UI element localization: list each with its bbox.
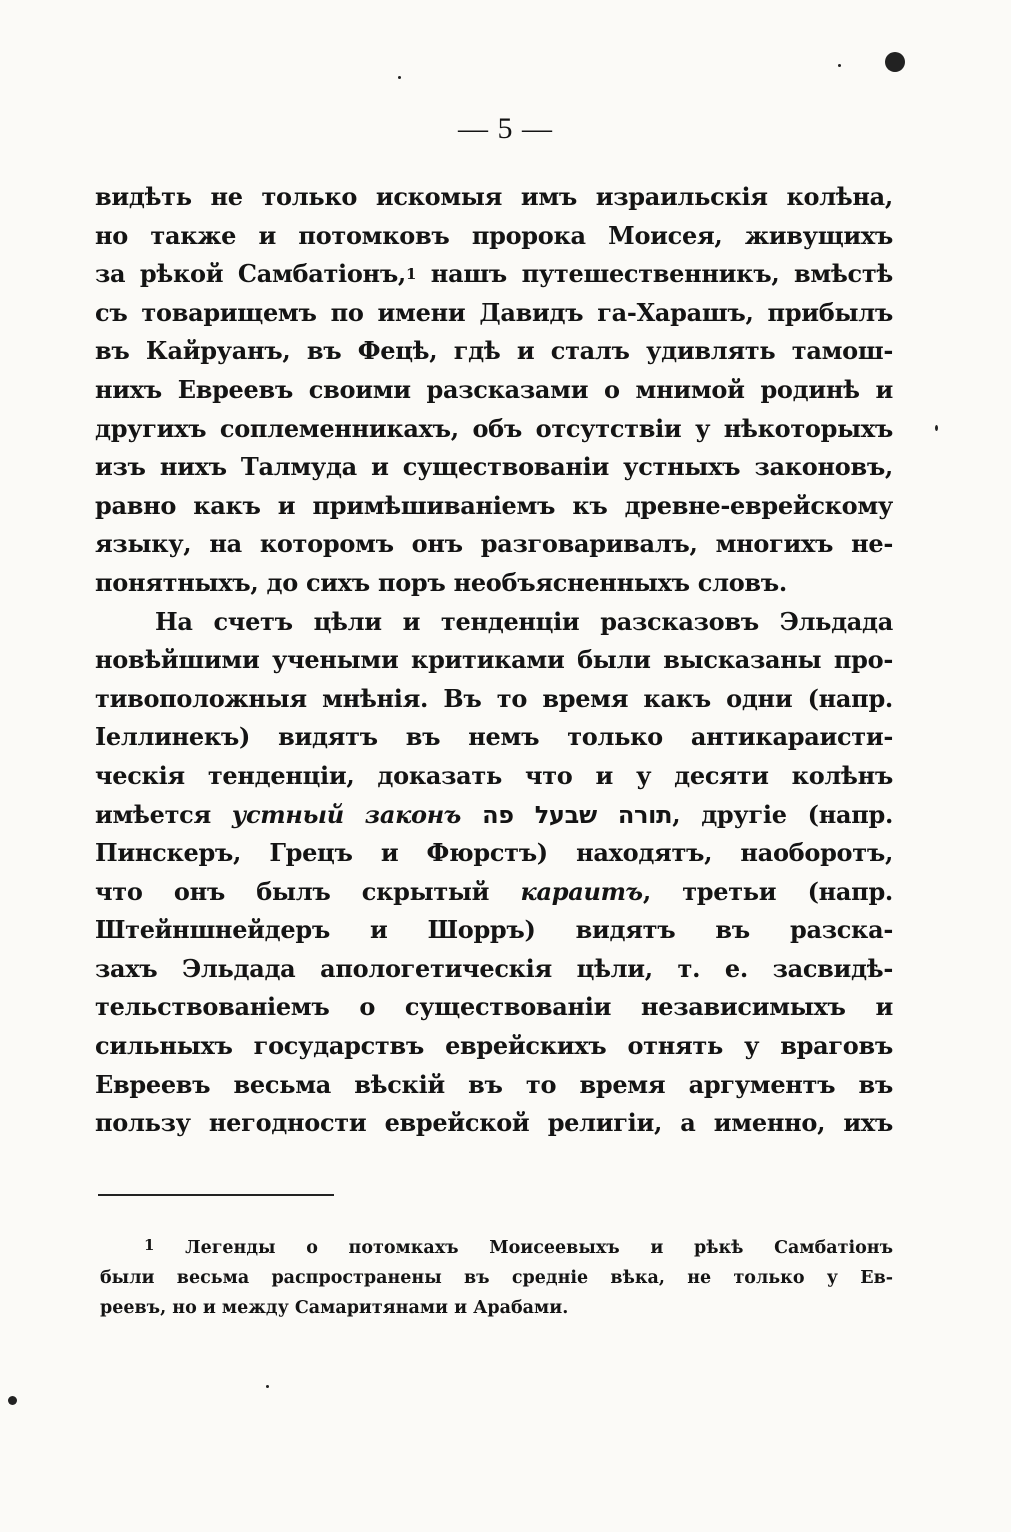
ink-speck (398, 76, 401, 79)
footnote-marker: 1 (144, 1236, 155, 1254)
text-line: видѣть не только искомыя имъ израильскія колѣна, (95, 182, 893, 211)
text-line: новѣйшими учеными критиками были высказаны про- (95, 645, 893, 675)
footnote (100, 1233, 893, 1323)
footnote-line: были весьма распространены въ средніе вѣка, не только у Ев- (100, 1268, 893, 1288)
text-line: сильныхъ государствъ еврейскихъ отнять у враговъ (95, 1031, 893, 1061)
text-line: изъ нихъ Талмуда и существованіи устныхъ законовъ, (95, 452, 893, 482)
text-fragment: , другіе (напр. (672, 799, 894, 829)
text-line: ческія тенденціи, доказать что и у десяти колѣнъ (95, 760, 893, 790)
text-line: Штейншнейдеръ и Шорръ) видятъ въ разска- (95, 915, 893, 945)
text-line: языку, на которомъ онъ разговаривалъ, многихъ не- (95, 529, 893, 559)
text-fragment: имѣется (95, 799, 211, 829)
text-line (95, 873, 893, 912)
ink-speck (8, 1396, 17, 1405)
text-line: равно какъ и примѣшиваніемъ къ древне-еврейскому (95, 490, 893, 520)
text-line: нихъ Евреевъ своими разсказами о мнимой родинѣ и (95, 374, 893, 404)
footnote-divider (98, 1194, 334, 1196)
ink-speck (935, 425, 938, 431)
text-line (95, 255, 893, 294)
ink-speck (885, 52, 905, 72)
text-line: понятныхъ, до сихъ поръ необъясненныхъ словъ. (95, 567, 787, 597)
footnote-reference[interactable]: 1 (405, 265, 417, 284)
text-line: другихъ соплеменникахъ, объ отсутствіи у нѣкоторыхъ (95, 413, 893, 443)
text-line: захъ Эльдада апологетическія цѣли, т. е. засвидѣ- (95, 953, 893, 983)
text-fragment: за рѣкой Самбатіонъ, (95, 259, 406, 289)
body-text (95, 178, 893, 1143)
paragraph-start-line: На счетъ цѣли и тенденціи разсказовъ Эльдада (155, 606, 893, 636)
hebrew-term: תורה שבעל פה (482, 800, 673, 829)
text-line: Іеллинекъ) видятъ въ немъ только антикараисти- (95, 722, 893, 752)
text-line: пользу негодности еврейской религіи, а именно, ихъ (95, 1108, 893, 1138)
italic-term: устный законъ (231, 799, 462, 829)
text-line: Евреевъ весьма вѣскій въ то время аргументъ въ (95, 1069, 893, 1099)
text-fragment: нашъ путешественникъ, вмѣстѣ (430, 259, 893, 289)
text-line (95, 796, 893, 835)
text-line: тельствованіемъ о существованіи независимыхъ и (95, 992, 893, 1022)
text-fragment: что онъ былъ скрытый (95, 876, 490, 906)
text-fragment: , третьи (напр. (642, 876, 893, 906)
page-number: — 5 — (458, 112, 553, 145)
ink-speck (838, 64, 841, 67)
text-line: въ Кайруанъ, въ Фецѣ, гдѣ и сталъ удивлять тамош- (95, 336, 893, 366)
text-line: Пинскеръ, Грецъ и Фюрстъ) находятъ, наоборотъ, (95, 838, 893, 868)
text-line: съ товарищемъ по имени Давидъ га-Харашъ, прибылъ (95, 297, 893, 327)
footnote-line: реевъ, но и между Самаритянами и Арабами. (100, 1298, 569, 1318)
text-line: но также и потомковъ пророка Моисея, живущихъ (95, 220, 893, 250)
footnote-line (100, 1233, 893, 1263)
text-fragment: Легенды о потомкахъ Моисеевыхъ и рѣкѣ Самбатіонъ (185, 1238, 894, 1258)
ink-speck (266, 1385, 269, 1388)
italic-term: караитъ (520, 876, 643, 906)
text-line: тивоположныя мнѣнія. Въ то время какъ одни (напр. (95, 683, 893, 713)
